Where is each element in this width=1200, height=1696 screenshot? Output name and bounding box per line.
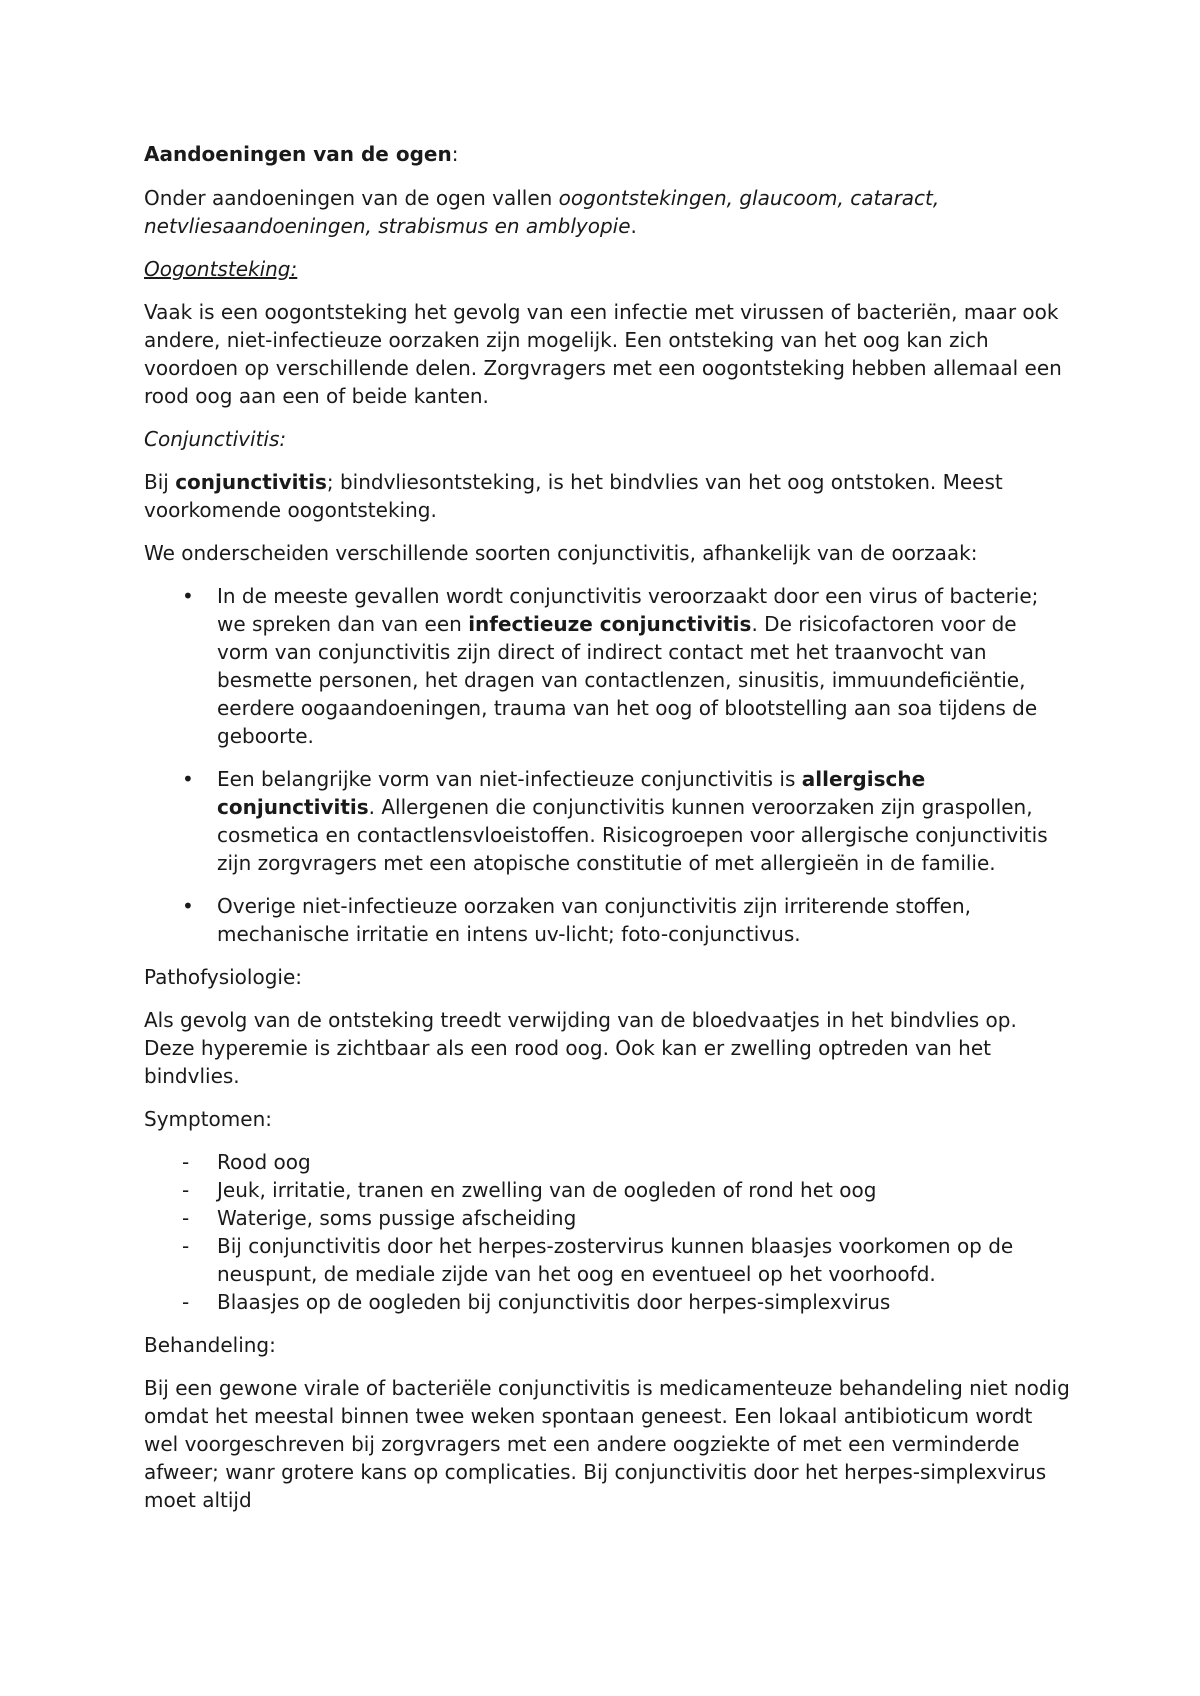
paragraph-oogontsteking: Vaak is een oogontsteking het gevolg van een infectie met virussen of bacteriën, maar ook andere, niet-infectieuze oorzaken zijn mogelijk. Een ontsteking van het oog kan zich voordoen op verschillende delen. Zorgvragers met een oogontsteking hebben allemaal een rood oog aan een of beide kanten. — [144, 300, 1062, 408]
bullet-marker: • — [182, 894, 194, 918]
intro-prefix: Onder aandoeningen van de ogen vallen — [144, 186, 559, 210]
bullet-text-before: In de meeste gevallen wordt conjunctivitis veroorzaakt door een virus of bacterie; we spreken dan van een — [217, 584, 1039, 636]
list-item — [144, 1148, 1070, 1176]
bullet-text-bold: infectieuze conjunctivitis — [468, 612, 752, 636]
list-item — [144, 1288, 1070, 1316]
title-colon: : — [451, 142, 459, 166]
conj-prefix: Bij — [144, 470, 176, 494]
list-item — [144, 892, 1070, 948]
list-item — [144, 765, 1070, 877]
paragraph-pathofysiologie: Als gevolg van de ontsteking treedt verwijding van de bloedvaatjes in het bindvlies op. Deze hyperemie is zichtbaar als een rood oog. Ook kan er zwelling optreden van het bindvlies. — [144, 1008, 1017, 1088]
document-title — [144, 140, 1070, 168]
intro-italic: oogontstekingen, glaucoom, cataract, netvliesaandoeningen, strabismus en amblyopie — [144, 186, 940, 238]
title-bold: Aandoeningen van de ogen — [144, 142, 452, 166]
bullet-marker: • — [182, 767, 194, 791]
intro-suffix: . — [630, 214, 637, 238]
list-item — [144, 1204, 1070, 1232]
dash-marker: - — [182, 1150, 190, 1174]
conj-bold: conjunctivitis — [175, 470, 327, 494]
heading-conjunctivitis — [144, 425, 1070, 453]
heading-conjunctivitis-text: Conjunctivitis: — [144, 427, 287, 451]
bullet-text-before: Een belangrijke vorm van niet-infectieuze conjunctivitis is — [217, 767, 802, 791]
symptom-text: Rood oog — [217, 1150, 311, 1174]
heading-oogontsteking-text: Oogontsteking: — [144, 257, 298, 281]
heading-behandeling: Behandeling: — [144, 1333, 276, 1357]
bullet-text-bold: allergische conjunctivitis — [217, 767, 926, 819]
dash-marker: - — [182, 1178, 190, 1202]
list-item — [144, 1176, 1070, 1204]
bullet-marker: • — [182, 584, 194, 608]
dash-marker: - — [182, 1290, 190, 1314]
paragraph-soorten: We onderscheiden verschillende soorten conjunctivitis, afhankelijk van de oorzaak: — [144, 541, 978, 565]
symptom-text: Blaasjes op de oogleden bij conjunctivitis door herpes-simplexvirus — [217, 1290, 891, 1314]
symptom-text: Waterige, soms pussige afscheiding — [217, 1206, 577, 1230]
symptom-text: Jeuk, irritatie, tranen en zwelling van de oogleden of rond het oog — [217, 1178, 877, 1202]
bullet-list-soorten — [144, 582, 1070, 948]
dash-marker: - — [182, 1234, 190, 1258]
bullet-text-after: . De risicofactoren voor de vorm van conjunctivitis zijn direct of indirect contact met het traanvocht van besmette personen, het dragen van contactlenzen, sinusitis, immuundeficiëntie, eerdere oogaandoeningen, trauma van het oog of blootstelling aan soa tijdens de geboorte. — [217, 612, 1038, 748]
paragraph-behandeling: Bij een gewone virale of bacteriële conjunctivitis is medicamenteuze behandeling niet nodig omdat het meestal binnen twee weken spontaan geneest. Een lokaal antibioticum wordt wel voorgeschreven bij zorgvragers met een andere oogziekte of met een verminderde afweer; wanr grotere kans op complicaties. Bij conjunctivitis door het herpes-simplexvirus moet altijd — [144, 1376, 1070, 1512]
symptom-text: Bij conjunctivitis door het herpes-zostervirus kunnen blaasjes voorkomen op de neuspunt, de mediale zijde van het oog en eventueel op het voorhoofd. — [217, 1234, 1014, 1286]
paragraph-conjunctivitis — [144, 468, 1070, 524]
dash-list-symptomen — [144, 1148, 1070, 1316]
bullet-text-after: . Allergenen die conjunctivitis kunnen veroorzaken zijn graspollen, cosmetica en contactlensvloeistoffen. Risicogroepen voor allergische conjunctivitis zijn zorgvragers met een atopische constitutie of met allergieën in de familie. — [217, 795, 1048, 875]
conj-suffix: ; bindvliesontsteking, is het bindvlies van het oog ontstoken. Meest voorkomende oogontsteking. — [144, 470, 1003, 522]
heading-pathofysiologie: Pathofysiologie: — [144, 965, 302, 989]
dash-marker: - — [182, 1206, 190, 1230]
bullet-text-before: Overige niet-infectieuze oorzaken van conjunctivitis zijn irriterende stoffen, mechanische irritatie en intens uv-licht; foto-conjunctivus. — [217, 894, 972, 946]
heading-symptomen: Symptomen: — [144, 1107, 272, 1131]
list-item — [144, 1232, 1070, 1288]
intro-paragraph — [144, 184, 1070, 240]
list-item — [144, 582, 1070, 750]
heading-oogontsteking — [144, 255, 1070, 283]
